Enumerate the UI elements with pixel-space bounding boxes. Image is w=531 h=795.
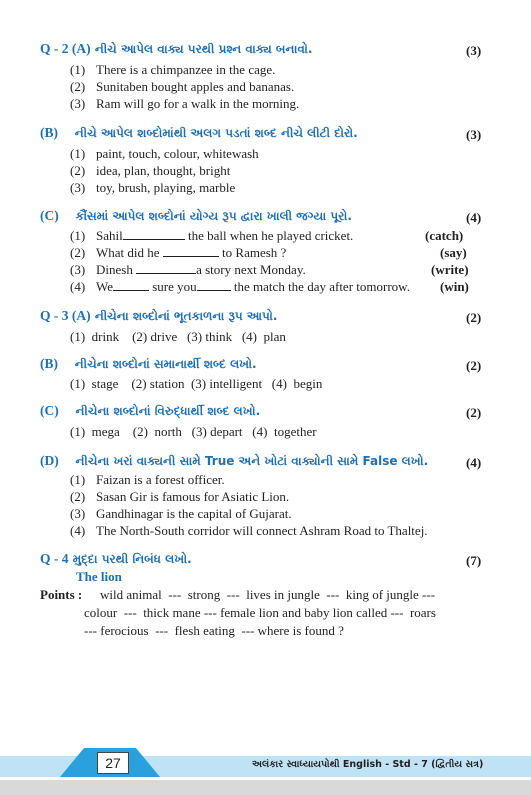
q2a-item-2: (2) Sunitaben bought apples and bananas.: [70, 79, 295, 94]
q2c-heading: (C) કૌંસમાં આપેલ શબ્દોનાં યોગ્ય રૂપ દ્વારા ખાલી જગ્યા પૂરો.: [40, 208, 352, 223]
q2a-heading: [40, 41, 312, 57]
q2a-item-1: (1) There is a chimpanzee in the cage.: [70, 62, 276, 77]
q2c-hint-3: (write): [431, 262, 469, 277]
q2b-item-2: (2) idea, plan, thought, bright: [70, 163, 231, 178]
q3c-heading: (C) નીચેના શબ્દોનાં વિરુદ્ધાર્થી શબ્દ લખો.: [40, 403, 261, 418]
points-line-2: colour --- thick mane --- female lion and baby lion called --- roars: [84, 605, 436, 620]
q3b-marks: (2): [466, 358, 482, 373]
q3d-marks: (4): [466, 455, 482, 470]
q3d-item-1: (1) Faizan is a forest officer.: [70, 472, 225, 487]
q3b-heading: (B) નીચેના શબ્દોનાં સમાનાર્થી શબ્દ લખો.: [40, 356, 257, 371]
blank: [123, 229, 185, 240]
q3d-heading: (D) નીચેના ખરાં વાક્યની સામે True અને ખોટાં વાક્યોની સામે False લખો.: [40, 453, 429, 468]
q2c-item-2: (2) What did he to Ramesh ?: [70, 245, 287, 260]
q3c-marks: (2): [466, 405, 482, 420]
blank: [113, 280, 149, 291]
points-line-3: --- ferocious --- flesh eating --- where is found ?: [84, 623, 344, 638]
bottom-strip: [0, 780, 531, 795]
q2a-item-3: (3) Ram will go for a walk in the morning.: [70, 96, 300, 111]
points-line-1: wild animal --- strong --- lives in jungle --- king of jungle ---: [100, 587, 436, 602]
q4-heading: Q - 4 મુદ્દા પરથી નિબંધ લખો.: [40, 551, 192, 566]
q3a-heading: Q - 3 (A) નીચેના શબ્દોનાં ભૂતકાળના રૂપ આપો.: [40, 308, 278, 323]
q2a-title: નીચે આપેલ વાક્ય પરથી પ્રશ્ન વાક્ય બનાવો.: [94, 42, 313, 56]
q2b-item-1: (1) paint, touch, colour, whitewash: [70, 146, 259, 161]
q2b-heading: (B) નીચે આપેલ શબ્દોમાંથી અલગ પડતાં શબ્દ નીચે લીટી દોરો.: [40, 125, 358, 140]
points-label: Points :: [40, 587, 83, 602]
q2c-hint-1: (catch): [425, 228, 464, 243]
blank: [197, 280, 231, 291]
q3d-item-4: (4) The North-South corridor will connect Ashram Road to Thaltej.: [70, 523, 428, 538]
q2c-hint-2: (say): [440, 245, 467, 260]
q3b-line: (1) stage (2) station (3) intelligent (4) begin: [70, 376, 323, 391]
q2c-hint-4: (win): [440, 279, 469, 294]
q3c-line: (1) mega (2) north (3) depart (4) together: [70, 424, 317, 439]
q2c-marks: (4): [466, 210, 482, 225]
q2c-item-1: (1) Sahil the ball when he played cricket.: [70, 228, 354, 243]
q3a-line: (1) drink (2) drive (3) think (4) plan: [70, 329, 286, 344]
q3d-item-3: (3) Gandhinagar is the capital of Gujarat.: [70, 506, 292, 521]
blank: [136, 263, 196, 274]
q4-subtitle: The lion: [76, 569, 122, 584]
q2c-item-4: (4) We sure you the match the day after tomorrow.: [70, 279, 410, 294]
footer-title: અલંકાર સ્વાધ્યાયપોથી English - Std - 7 (દ્વિતીય સત્ર): [252, 759, 484, 770]
page-number: 27: [97, 752, 129, 774]
q2b-item-3: (3) toy, brush, playing, marble: [70, 180, 236, 195]
page-footer: [0, 748, 531, 780]
q3d-item-2: (2) Sasan Gir is famous for Asiatic Lion.: [70, 489, 290, 504]
blank: [163, 246, 219, 257]
q2c-item-3: (3) Dinesh a story next Monday.: [70, 262, 306, 277]
q2a-marks: (3): [466, 43, 482, 58]
q4-marks: (7): [466, 553, 482, 568]
q2a-label: Q - 2 (A): [40, 41, 91, 56]
q2b-marks: (3): [466, 127, 482, 142]
q3a-marks: (2): [466, 310, 482, 325]
